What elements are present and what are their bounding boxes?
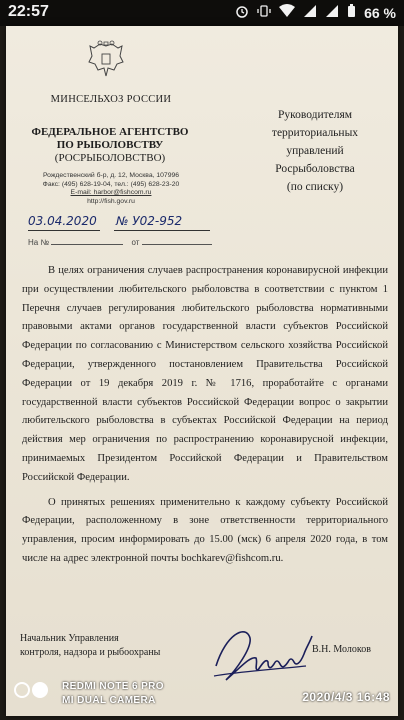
signal-icon — [303, 4, 317, 21]
battery-icon — [347, 4, 356, 21]
camera-model-line1: REDMI NOTE 6 PRO — [62, 681, 164, 692]
registration-line — [28, 214, 208, 236]
body-paragraph-2: О принятых решениях применительно к каждому субъекту Росcийской Федерации, расположенному в зоне ответственности территориального управления, просим информировать до 15.00 (мск) 6 апреля 2020 года, в том числе на адрес электронной почты bochkarev@fishcom.ru. — [22, 496, 388, 564]
signal-icon-2 — [325, 4, 339, 21]
status-time: 22:57 — [8, 3, 49, 20]
signer-title-line2: контроля, надзора и рыбоохраны — [20, 647, 161, 658]
signer-name: В.Н. Молоков — [312, 644, 371, 655]
reference-na-label: На № — [28, 238, 50, 247]
signer-title — [20, 632, 190, 660]
status-bar — [0, 0, 404, 26]
body-paragraph-1: В целях ограничения случаев распространения коронавирусной инфекции при осуществлении любительского рыболовства в соответствии с пунктом 1 Перечня случаев регулирования любительского рыболовства нормативными правовыми актами органов государственной власти субъектов Российской Федерации по согласованию с Министерством сельского хозяйства Российской Федерации, утвержденного постановлением Правительства Российской Федерации от 19 декабря 2019 г. № 1716, проработайте с органами государственной власти субъектов Российской Федерации вопрос о закрытии любительского рыболовства в субъектах Российской Федерации на период действия мер ограничения по распространению коронавирусной инфекции, принимаемых Президентом Российской Федерации и Правительством Российской Федерации. — [22, 265, 388, 483]
reference-ot-blank — [142, 244, 212, 245]
letter-body — [22, 262, 388, 569]
agency-name — [24, 126, 196, 165]
recipient-line2: территориальных управлений — [271, 127, 359, 157]
agency-email: E-mail: harbor@fishcom.ru — [70, 189, 152, 197]
ministry-name: МИНСЕЛЬХОЗ РОССИИ — [50, 94, 172, 105]
signer-title-line1: Начальник Управления — [20, 633, 119, 644]
agency-contacts — [26, 172, 196, 206]
handwritten-signature — [206, 614, 316, 690]
reference-ot-label: от — [131, 238, 140, 247]
camera-model-line2: MI DUAL CAMERA — [62, 695, 156, 706]
vibrate-icon — [257, 4, 271, 21]
document-page — [6, 26, 398, 716]
agency-address: Рождественский б-р, д. 12, Москва, 107996 — [42, 172, 180, 179]
agency-short-name: (РОСРЫБОЛОВСТВО) — [54, 152, 166, 164]
agency-line2: ПО РЫБОЛОВСТВУ — [56, 139, 164, 151]
camera-model-text — [62, 680, 164, 708]
alarm-icon — [235, 4, 249, 21]
photo-datestamp: 2020/4/3 16:48 — [302, 690, 390, 704]
coat-of-arms-icon — [86, 40, 126, 82]
recipient-line3: Росрыболовства — [275, 163, 355, 175]
recipient-block — [250, 106, 380, 196]
recipient-line4: (по списку) — [286, 181, 344, 193]
wifi-icon — [279, 4, 295, 21]
agency-phones: Факс: (495) 628-19-04, тел.: (495) 628-23-20 — [42, 180, 180, 188]
status-icons — [235, 4, 396, 21]
agency-line1: ФЕДЕРАЛЬНОЕ АГЕНТСТВО — [31, 126, 189, 138]
date-underline — [28, 230, 100, 231]
reference-na-blank — [51, 244, 123, 245]
registration-number: № У02-952 — [116, 214, 183, 228]
recipient-line1: Руководителям — [277, 109, 353, 121]
registration-date: 03.04.2020 — [28, 214, 97, 228]
reference-line — [28, 238, 212, 247]
agency-website: http://fish.gov.ru — [87, 197, 135, 205]
camera-logo-icon — [14, 682, 48, 698]
battery-percent: 66 % — [364, 4, 396, 21]
number-underline — [114, 230, 210, 231]
